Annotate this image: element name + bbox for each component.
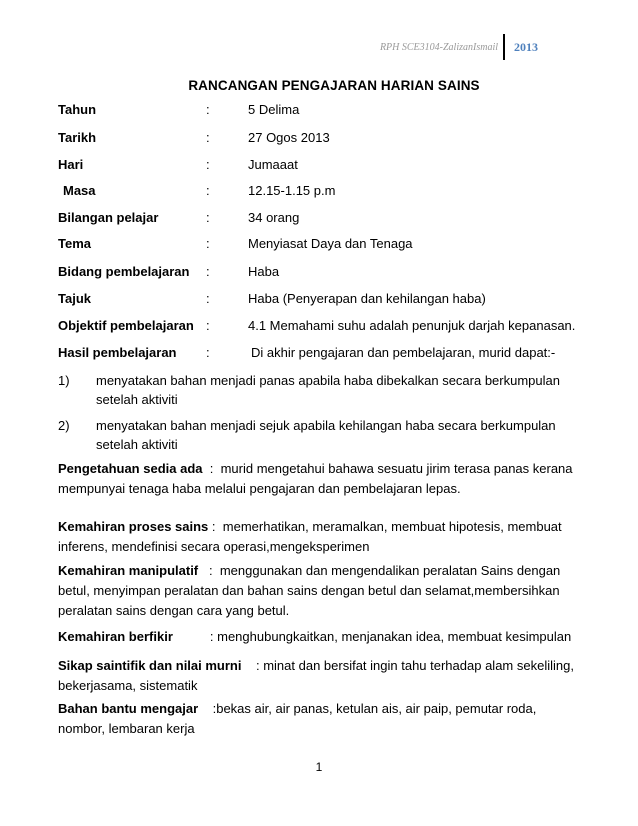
section-label: Pengetahuan sedia ada (58, 461, 203, 476)
section-text: murid mengetahui bahawa sesuatu jirim terasa panas kerana mempunyai tenaga haba melalui pengajaran dan pembelajaran lepas. (58, 461, 573, 496)
section-colon: : (212, 701, 217, 716)
section-label: Sikap saintifik dan nilai murni (58, 658, 242, 673)
outcome-text: menyatakan bahan menjadi panas apabila haba dibekalkan secara berkumpulan setelah aktiviti (96, 373, 560, 407)
field-value: 4.1 Memahami suhu adalah penunjuk darjah kepanasan. (248, 318, 576, 333)
field-label: Tema (58, 236, 91, 251)
outcome-number: 2) (58, 418, 70, 433)
page-title-text: RANCANGAN PENGAJARAN HARIAN SAINS (188, 78, 480, 93)
outcome-number: 1) (58, 373, 70, 388)
field-label: Bidang pembelajaran (58, 264, 190, 279)
field-value: Haba (Penyerapan dan kehilangan haba) (248, 291, 486, 306)
section-kemahiran-berfikir (58, 627, 578, 647)
section-bahan-bantu-mengajar (58, 699, 578, 739)
field-colon: : (206, 210, 210, 225)
field-value: Di akhir pengajaran dan pembelajaran, murid dapat:- (251, 345, 556, 360)
section-label: Kemahiran berfikir (58, 629, 173, 644)
field-colon: : (206, 291, 210, 306)
section-text: menghubungkaitkan, menjanakan idea, membuat kesimpulan (217, 629, 572, 644)
section-text: menggunakan dan mengendalikan peralatan Sains dengan betul, menyimpan peralatan dan bahan sains dengan betul dan selamat,membersihkan peralatan sains dengan cara yang betul. (58, 563, 561, 618)
field-label: Hasil pembelajaran (58, 345, 177, 360)
field-value: 34 orang (248, 210, 300, 225)
section-label: Kemahiran manipulatif (58, 563, 199, 578)
field-value: Haba (248, 264, 280, 279)
section-sikap-saintifik (58, 656, 578, 696)
section-text: minat dan bersifat ingin tahu terhadap alam sekeliling, bekerjasama, sistematik (58, 658, 574, 693)
section-colon: : (211, 519, 216, 534)
section-colon: : (209, 461, 214, 476)
field-colon: : (206, 318, 210, 333)
field-label: Tahun (58, 102, 97, 117)
field-label: Tarikh (58, 130, 97, 145)
section-colon: : (208, 563, 213, 578)
field-colon: : (206, 102, 210, 117)
field-colon: : (206, 236, 210, 251)
section-kemahiran-manipulatif (58, 561, 578, 621)
field-colon: : (206, 345, 210, 360)
field-value: Menyiasat Daya dan Tenaga (248, 236, 413, 251)
outcome-text: menyatakan bahan menjadi sejuk apabila kehilangan haba secara berkumpulan setelah aktiviti (96, 418, 556, 452)
field-value: 27 Ogos 2013 (248, 130, 330, 145)
page-title (0, 78, 638, 93)
field-label: Tajuk (58, 291, 91, 306)
field-colon: : (206, 157, 210, 172)
section-pengetahuan-sedia-ada (58, 459, 578, 499)
section-kemahiran-proses-sains (58, 517, 578, 557)
field-value: 12.15-1.15 p.m (248, 183, 336, 198)
header-year: 2013 (514, 40, 538, 54)
section-colon: : (255, 658, 260, 673)
field-label: Masa (63, 183, 96, 198)
header-divider (503, 34, 505, 60)
running-header: RPH SCE3104-ZalizanIsmail (379, 42, 498, 53)
section-label: Kemahiran proses sains (58, 519, 209, 534)
field-label: Bilangan pelajar (58, 210, 159, 225)
field-label: Objektif pembelajaran (58, 318, 194, 333)
field-value: 5 Delima (248, 102, 300, 117)
section-text: bekas air, air panas, ketulan ais, air paip, pemutar roda, nombor, lembaran kerja (58, 701, 537, 736)
field-colon: : (206, 264, 210, 279)
section-text: memerhatikan, meramalkan, membuat hipotesis, membuat inferens, mendefinisi secara operasi,mengeksperimen (58, 519, 562, 554)
field-label: Hari (58, 157, 84, 172)
field-value: Jumaaat (248, 157, 298, 172)
field-colon: : (206, 183, 210, 198)
page-number: 1 (315, 760, 323, 774)
section-label: Bahan bantu mengajar (58, 701, 199, 716)
field-colon: : (206, 130, 210, 145)
section-colon: : (209, 629, 214, 644)
